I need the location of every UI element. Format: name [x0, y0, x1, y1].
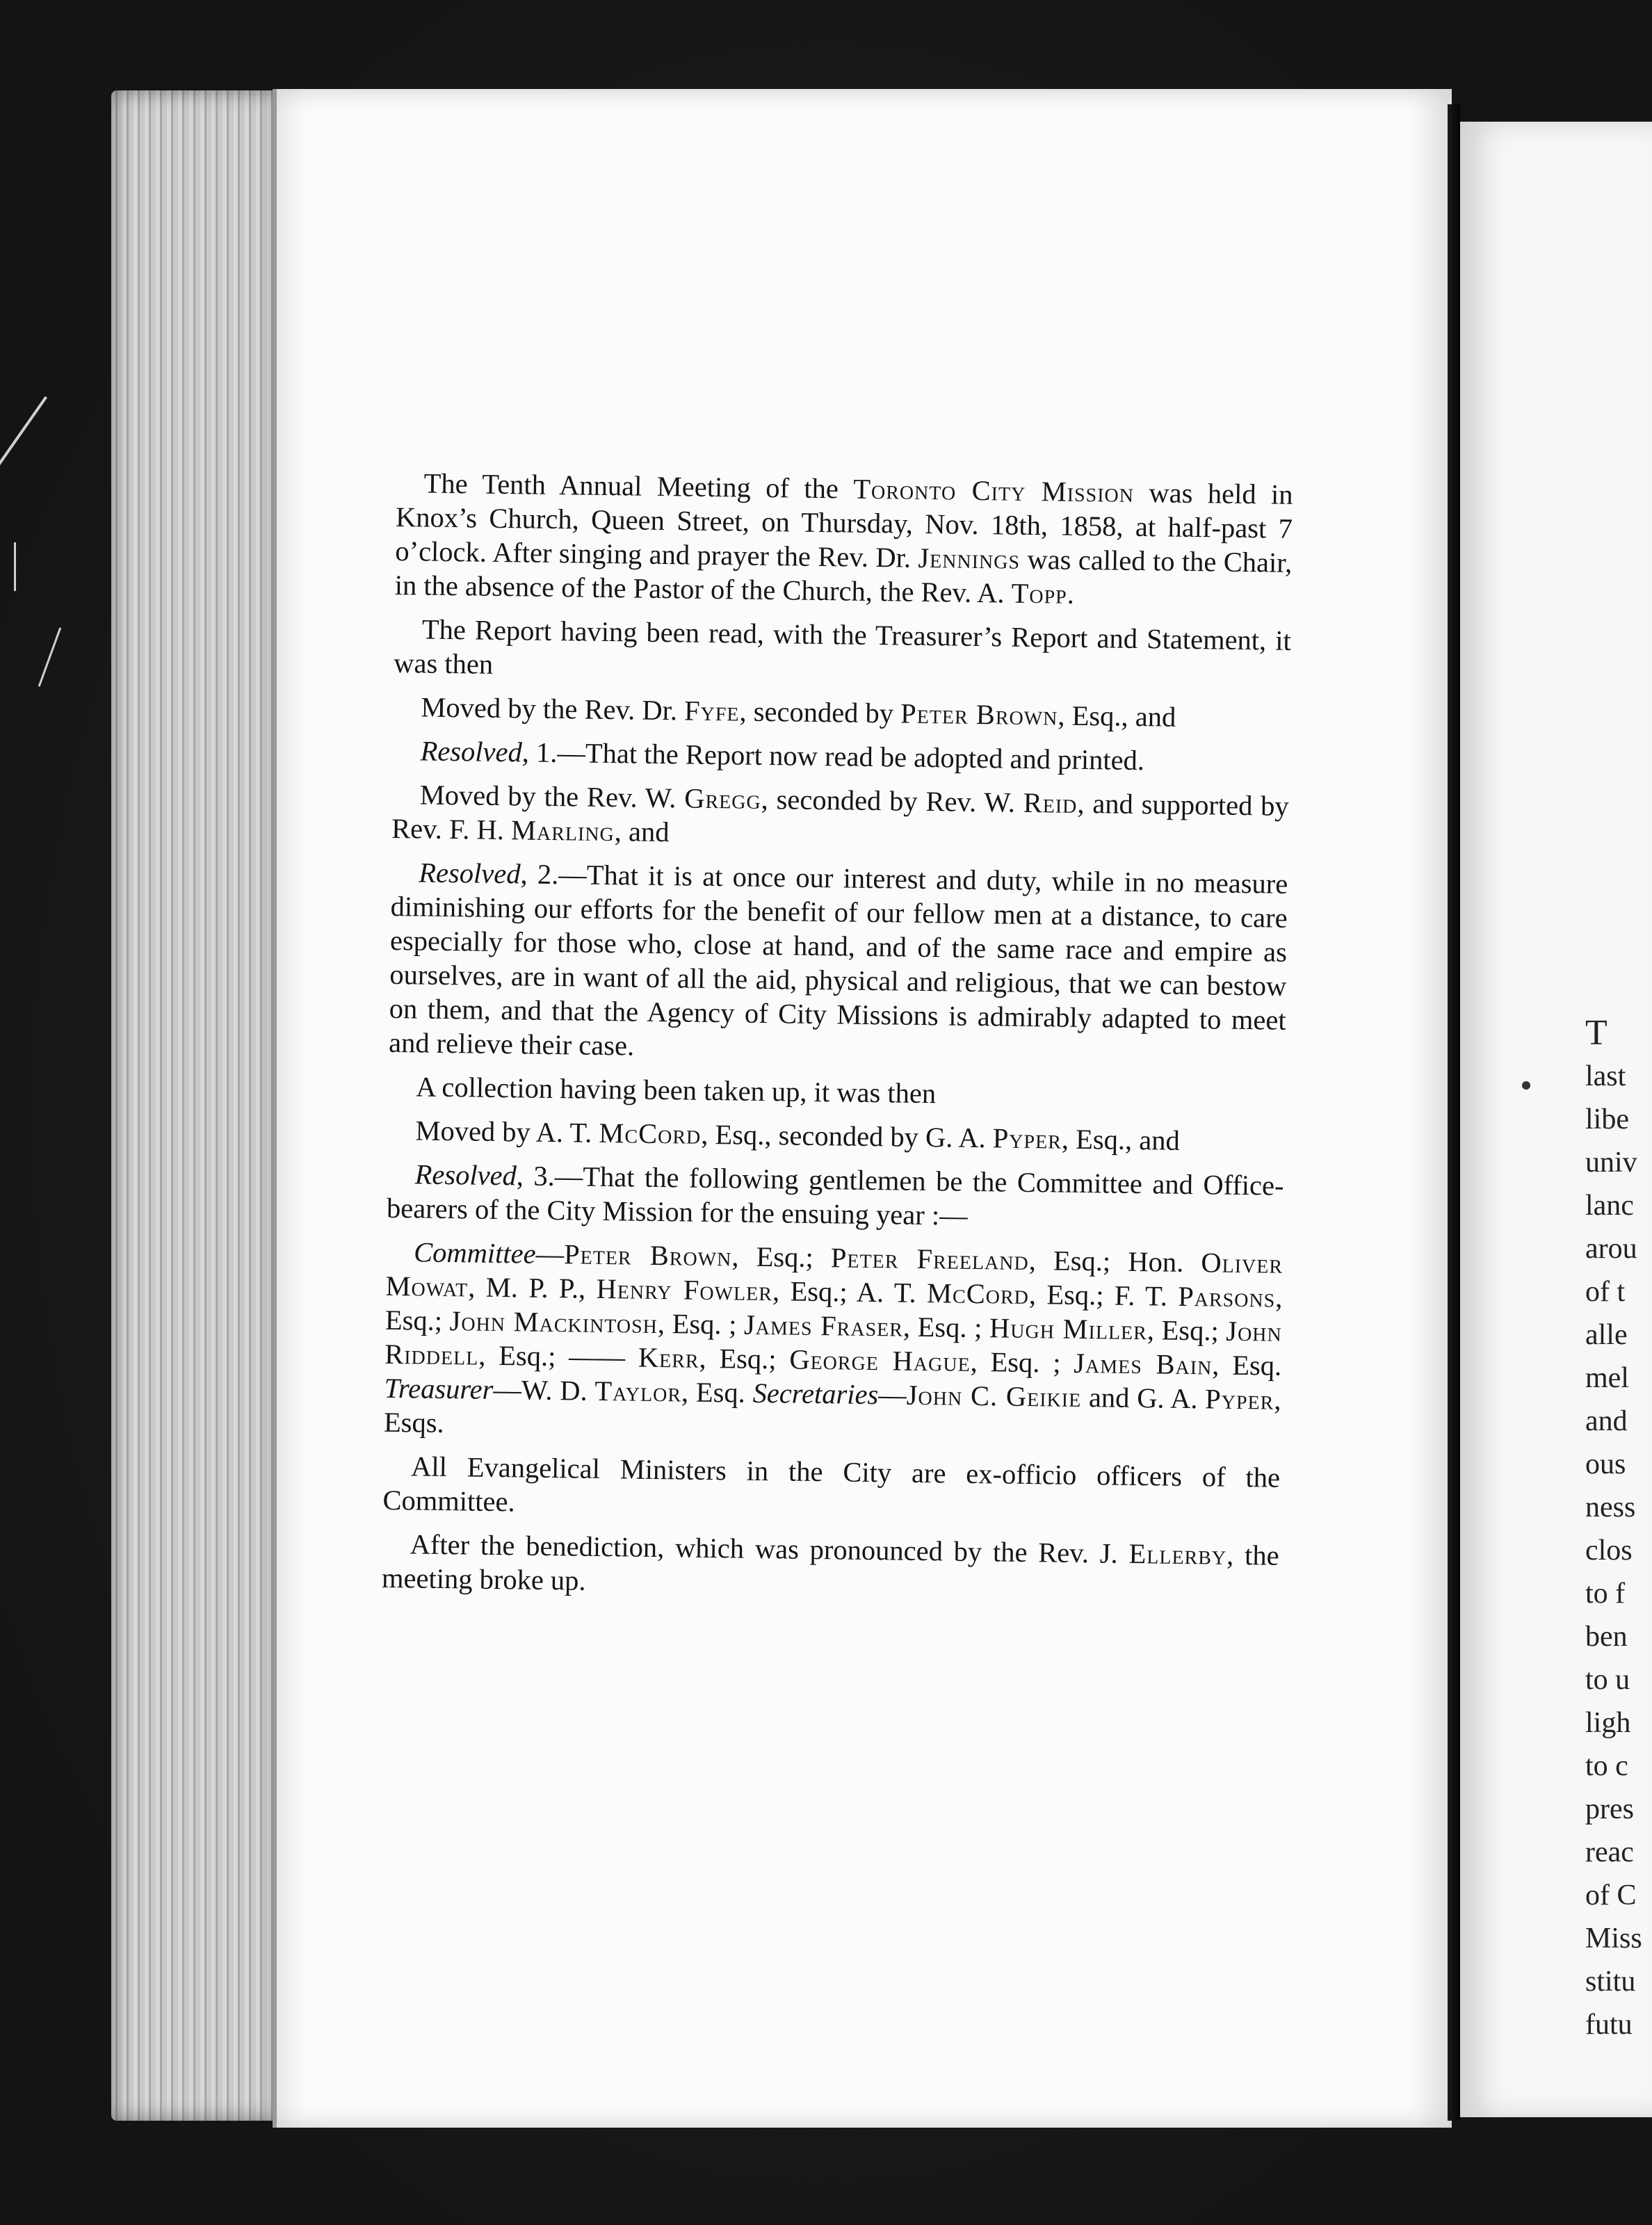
text-run: , and: [614, 816, 670, 848]
name-smallcaps: Pyper: [1205, 1383, 1274, 1416]
text-run: , Esq., seconded by G. A.: [701, 1118, 994, 1154]
name-smallcaps: John C. Geikie: [906, 1379, 1082, 1414]
paragraph: [387, 1113, 1285, 1159]
text-run: , Esq.: [1212, 1349, 1282, 1382]
text-run: , and supported by Rev. F. H.: [391, 787, 1290, 846]
name-smallcaps: James Bain: [1073, 1347, 1213, 1381]
name-smallcaps: Peter Brown: [563, 1238, 732, 1272]
facing-line-fragment: futu: [1585, 2009, 1633, 2041]
paragraph: [392, 734, 1290, 779]
name-smallcaps: Fyfe: [683, 695, 740, 727]
name-smallcaps: Topp: [1011, 577, 1068, 610]
name-smallcaps: Ellerby: [1128, 1537, 1227, 1571]
facing-line-fragment: mel: [1585, 1362, 1629, 1394]
text-run: .: [1067, 578, 1075, 610]
italic-term: Resolved: [414, 1158, 517, 1192]
paragraph: [384, 1235, 1283, 1451]
text-run: Moved by A. T.: [415, 1115, 599, 1149]
text-run: , Esqs.: [383, 1384, 1281, 1439]
page-edges-stack: [111, 90, 278, 2121]
name-smallcaps: Jennings: [918, 542, 1021, 575]
facing-line-fragment: Miss: [1585, 1923, 1642, 1955]
text-run: The Tenth Annual Meeting of the: [423, 467, 854, 505]
name-smallcaps: McCord: [599, 1117, 702, 1150]
name-smallcaps: Gregg: [683, 782, 762, 815]
italic-term: Resolved: [419, 857, 521, 890]
text-run: , 3.—That the following gentlemen be the Committee and Office-bearers of the City Mission for the ensuing year :—: [386, 1160, 1284, 1231]
facing-line-fragment: ness: [1585, 1491, 1636, 1523]
facing-line-fragment: univ: [1585, 1147, 1637, 1179]
facing-line-fragment: to c: [1585, 1750, 1628, 1782]
text-run: , Esq. ;: [657, 1308, 745, 1341]
text-run: , seconded by: [739, 695, 901, 729]
text-run: —: [535, 1238, 565, 1270]
paragraph: [391, 777, 1289, 857]
paragraph: [387, 1157, 1284, 1237]
name-smallcaps: Hugh Miller: [989, 1312, 1148, 1346]
text-run: , Esq., and: [1061, 1123, 1181, 1156]
facing-line-fragment: and: [1585, 1405, 1628, 1437]
facing-line-fragment: libe: [1585, 1103, 1629, 1135]
ink-mark: [1522, 1081, 1530, 1090]
facing-line-fragment: to u: [1585, 1664, 1630, 1696]
facing-line-fragment: ben: [1585, 1621, 1628, 1653]
name-smallcaps: James Fraser: [743, 1309, 904, 1343]
text-run: , Esq.;: [1147, 1314, 1226, 1347]
text-run: , Esq.; Hon.: [1028, 1245, 1201, 1279]
text-run: —W. D.: [493, 1373, 595, 1407]
name-smallcaps: George Hague: [789, 1343, 971, 1377]
text-run: , Esq.;: [731, 1240, 832, 1274]
facing-line-fragment: to f: [1585, 1578, 1626, 1610]
text-run: , 1.—That the Report now read be adopted and printed.: [521, 736, 1145, 777]
italic-term: Secretaries: [752, 1377, 879, 1411]
name-smallcaps: Reid: [1023, 786, 1078, 819]
facing-line-fragment: ligh: [1585, 1707, 1631, 1739]
name-smallcaps: John Riddell: [384, 1315, 1283, 1371]
name-smallcaps: Marling: [510, 814, 615, 848]
name-smallcaps: Henry Fowler: [596, 1272, 773, 1307]
text-run: , Esq.; F. T.: [1028, 1279, 1179, 1312]
text-run: , Esq.; A. T.: [772, 1275, 928, 1309]
text-run: After the benediction, which was pronounced by the Rev. J.: [410, 1528, 1129, 1569]
text-run: , Esq. ;: [970, 1345, 1074, 1379]
italic-term: Committee: [413, 1236, 536, 1270]
name-smallcaps: Oliver Mowat: [385, 1247, 1283, 1303]
name-smallcaps: McCord: [926, 1277, 1030, 1311]
facing-line-fragment: arou: [1585, 1233, 1637, 1265]
facing-line-fragment: alle: [1585, 1319, 1628, 1351]
text-run: , Esq. ;: [902, 1311, 990, 1344]
name-smallcaps: Peter Brown: [900, 697, 1058, 731]
name-smallcaps: John Mackintosh: [449, 1305, 658, 1340]
text-run: Moved by the Rev. W.: [419, 779, 685, 814]
facing-line-fragment: clos: [1585, 1535, 1633, 1567]
text-run: , M. P. P.,: [468, 1271, 597, 1304]
text-run: The Report having been read, with the Treasurer’s Report and Statement, it was then: [393, 613, 1292, 680]
facing-page-text-column: [1585, 1012, 1652, 2046]
name-smallcaps: Taylor: [594, 1375, 682, 1408]
text-run: and G. A.: [1080, 1382, 1206, 1415]
facing-page: [1460, 122, 1652, 2117]
facing-line-fragment: of t: [1585, 1276, 1626, 1308]
facing-line-fragment: ous: [1585, 1448, 1626, 1480]
italic-term: Resolved: [420, 735, 523, 768]
paragraph: [394, 466, 1293, 614]
text-run: , Esq.: [681, 1376, 753, 1409]
text-run: , Esq., and: [1058, 699, 1176, 733]
text-run: A collection having been taken up, it was then: [416, 1071, 937, 1110]
paragraph: [382, 1527, 1279, 1607]
text-run: , Esq.; ——: [478, 1339, 639, 1373]
text-run: All Evangelical Ministers in the City are ex-officio officers of the Committee.: [382, 1450, 1281, 1518]
facing-line-fragment: T: [1585, 1013, 1608, 1053]
text-run: , seconded by Rev. W.: [761, 783, 1024, 818]
facing-line-fragment: stitu: [1585, 1966, 1636, 1998]
meeting-minutes-text: [382, 466, 1293, 1617]
paragraph: [388, 1069, 1286, 1115]
text-run: , Esq.;: [699, 1342, 790, 1375]
book-gutter: [1448, 104, 1460, 2121]
paragraph: [382, 1449, 1280, 1529]
name-smallcaps: Peter Freeland: [830, 1242, 1030, 1277]
name-smallcaps: Kerr: [638, 1341, 699, 1374]
text-run: , Esq.;: [384, 1281, 1283, 1337]
text-run: was called to the Chair, in the absence of the Pastor of the Church, the Rev. A.: [394, 543, 1293, 609]
paragraph: [389, 855, 1288, 1071]
facing-line-fragment: last: [1585, 1060, 1626, 1092]
scan-scratch: [14, 542, 16, 591]
text-run: was held in Knox’s Church, Queen Street, on Thursday, Nov. 18th, 1858, at half-past 7 o’clock. After singing and prayer the Rev. Dr.: [395, 476, 1293, 574]
facing-line-fragment: reac: [1585, 1836, 1634, 1868]
facing-line-fragment: pres: [1585, 1793, 1634, 1825]
facing-line-fragment: of C: [1585, 1879, 1637, 1911]
paragraph: [393, 690, 1290, 736]
facing-line-fragment: lanc: [1585, 1190, 1634, 1222]
paragraph: [394, 612, 1291, 692]
italic-term: Treasurer: [384, 1372, 494, 1405]
text-run: , 2.—That it is at once our interest and duty, while in no measure diminishing our efforts for the benefit of our fellow men at a distance, to care especially for those who, close at hand, and of the same race and empire as ourselves, are in want of all the aid, physical and religious, that we can bestow on them, and that the Agency of City Missions is admirably adapted to meet and relieve their case.: [388, 858, 1288, 1062]
text-run: , the meeting broke up.: [381, 1539, 1279, 1596]
text-run: Moved by the Rev. Dr.: [421, 691, 685, 727]
name-smallcaps: Parsons: [1177, 1280, 1276, 1313]
name-smallcaps: Toronto City Mission: [853, 473, 1135, 508]
name-smallcaps: Pyper: [992, 1122, 1062, 1155]
text-run: —: [878, 1379, 907, 1411]
